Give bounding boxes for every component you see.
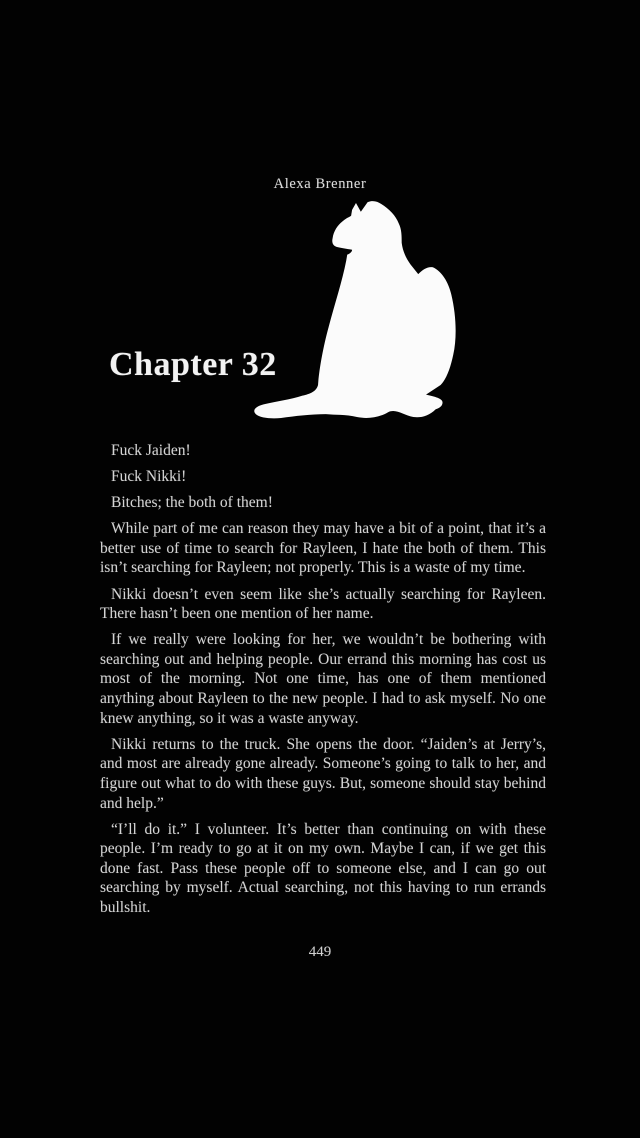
paragraph-7: Nikki returns to the truck. She opens the door. “Jaiden’s at Jerry’s, and most are already gone already. Someone’s going to talk to her, and figure out what to do with these guys. But, someone should stay behind and help.” (100, 735, 546, 812)
paragraph-4: While part of me can reason they may have a bit of a point, that it’s a better use of time to search for Rayleen, I hate the both of them. This isn’t searching for Rayleen; not properly. This is a waste of my time. (100, 520, 546, 577)
paragraph-5: Nikki doesn’t even seem like she’s actually searching for Rayleen. There hasn’t been one mention of her name. (100, 585, 546, 623)
author-name: Alexa Brenner (273, 176, 367, 192)
chapter-body (100, 441, 546, 924)
page-number: 449 (308, 944, 332, 960)
paragraph-3: Bitches; the both of them! (111, 494, 273, 512)
paragraph-1: Fuck Jaiden! (111, 442, 191, 459)
paragraph-2: Fuck Nikki! (111, 468, 187, 486)
eagle-silhouette-image (248, 197, 462, 427)
paragraph-6: If we really were looking for her, we wouldn’t be bothering with searching out and helping people. Our errand this morning has cost us most of the morning. Not one time, has one of them mentioned anything about Rayleen to the new people. I had to ask myself. No one knew anything, so it was a waste anyway. (100, 631, 546, 727)
chapter-title: Chapter 32 (109, 346, 277, 383)
eagle-silhouette-path (254, 201, 455, 418)
paragraph-8: “I’ll do it.” I volunteer. It’s better than continuing on with these people. I’m ready to go at it on my own. Maybe I can, if we get this done fast. Pass these people off to someone else, and I can go out searching by myself. Actual searching, not this having to run errands bullshit. (100, 820, 546, 916)
